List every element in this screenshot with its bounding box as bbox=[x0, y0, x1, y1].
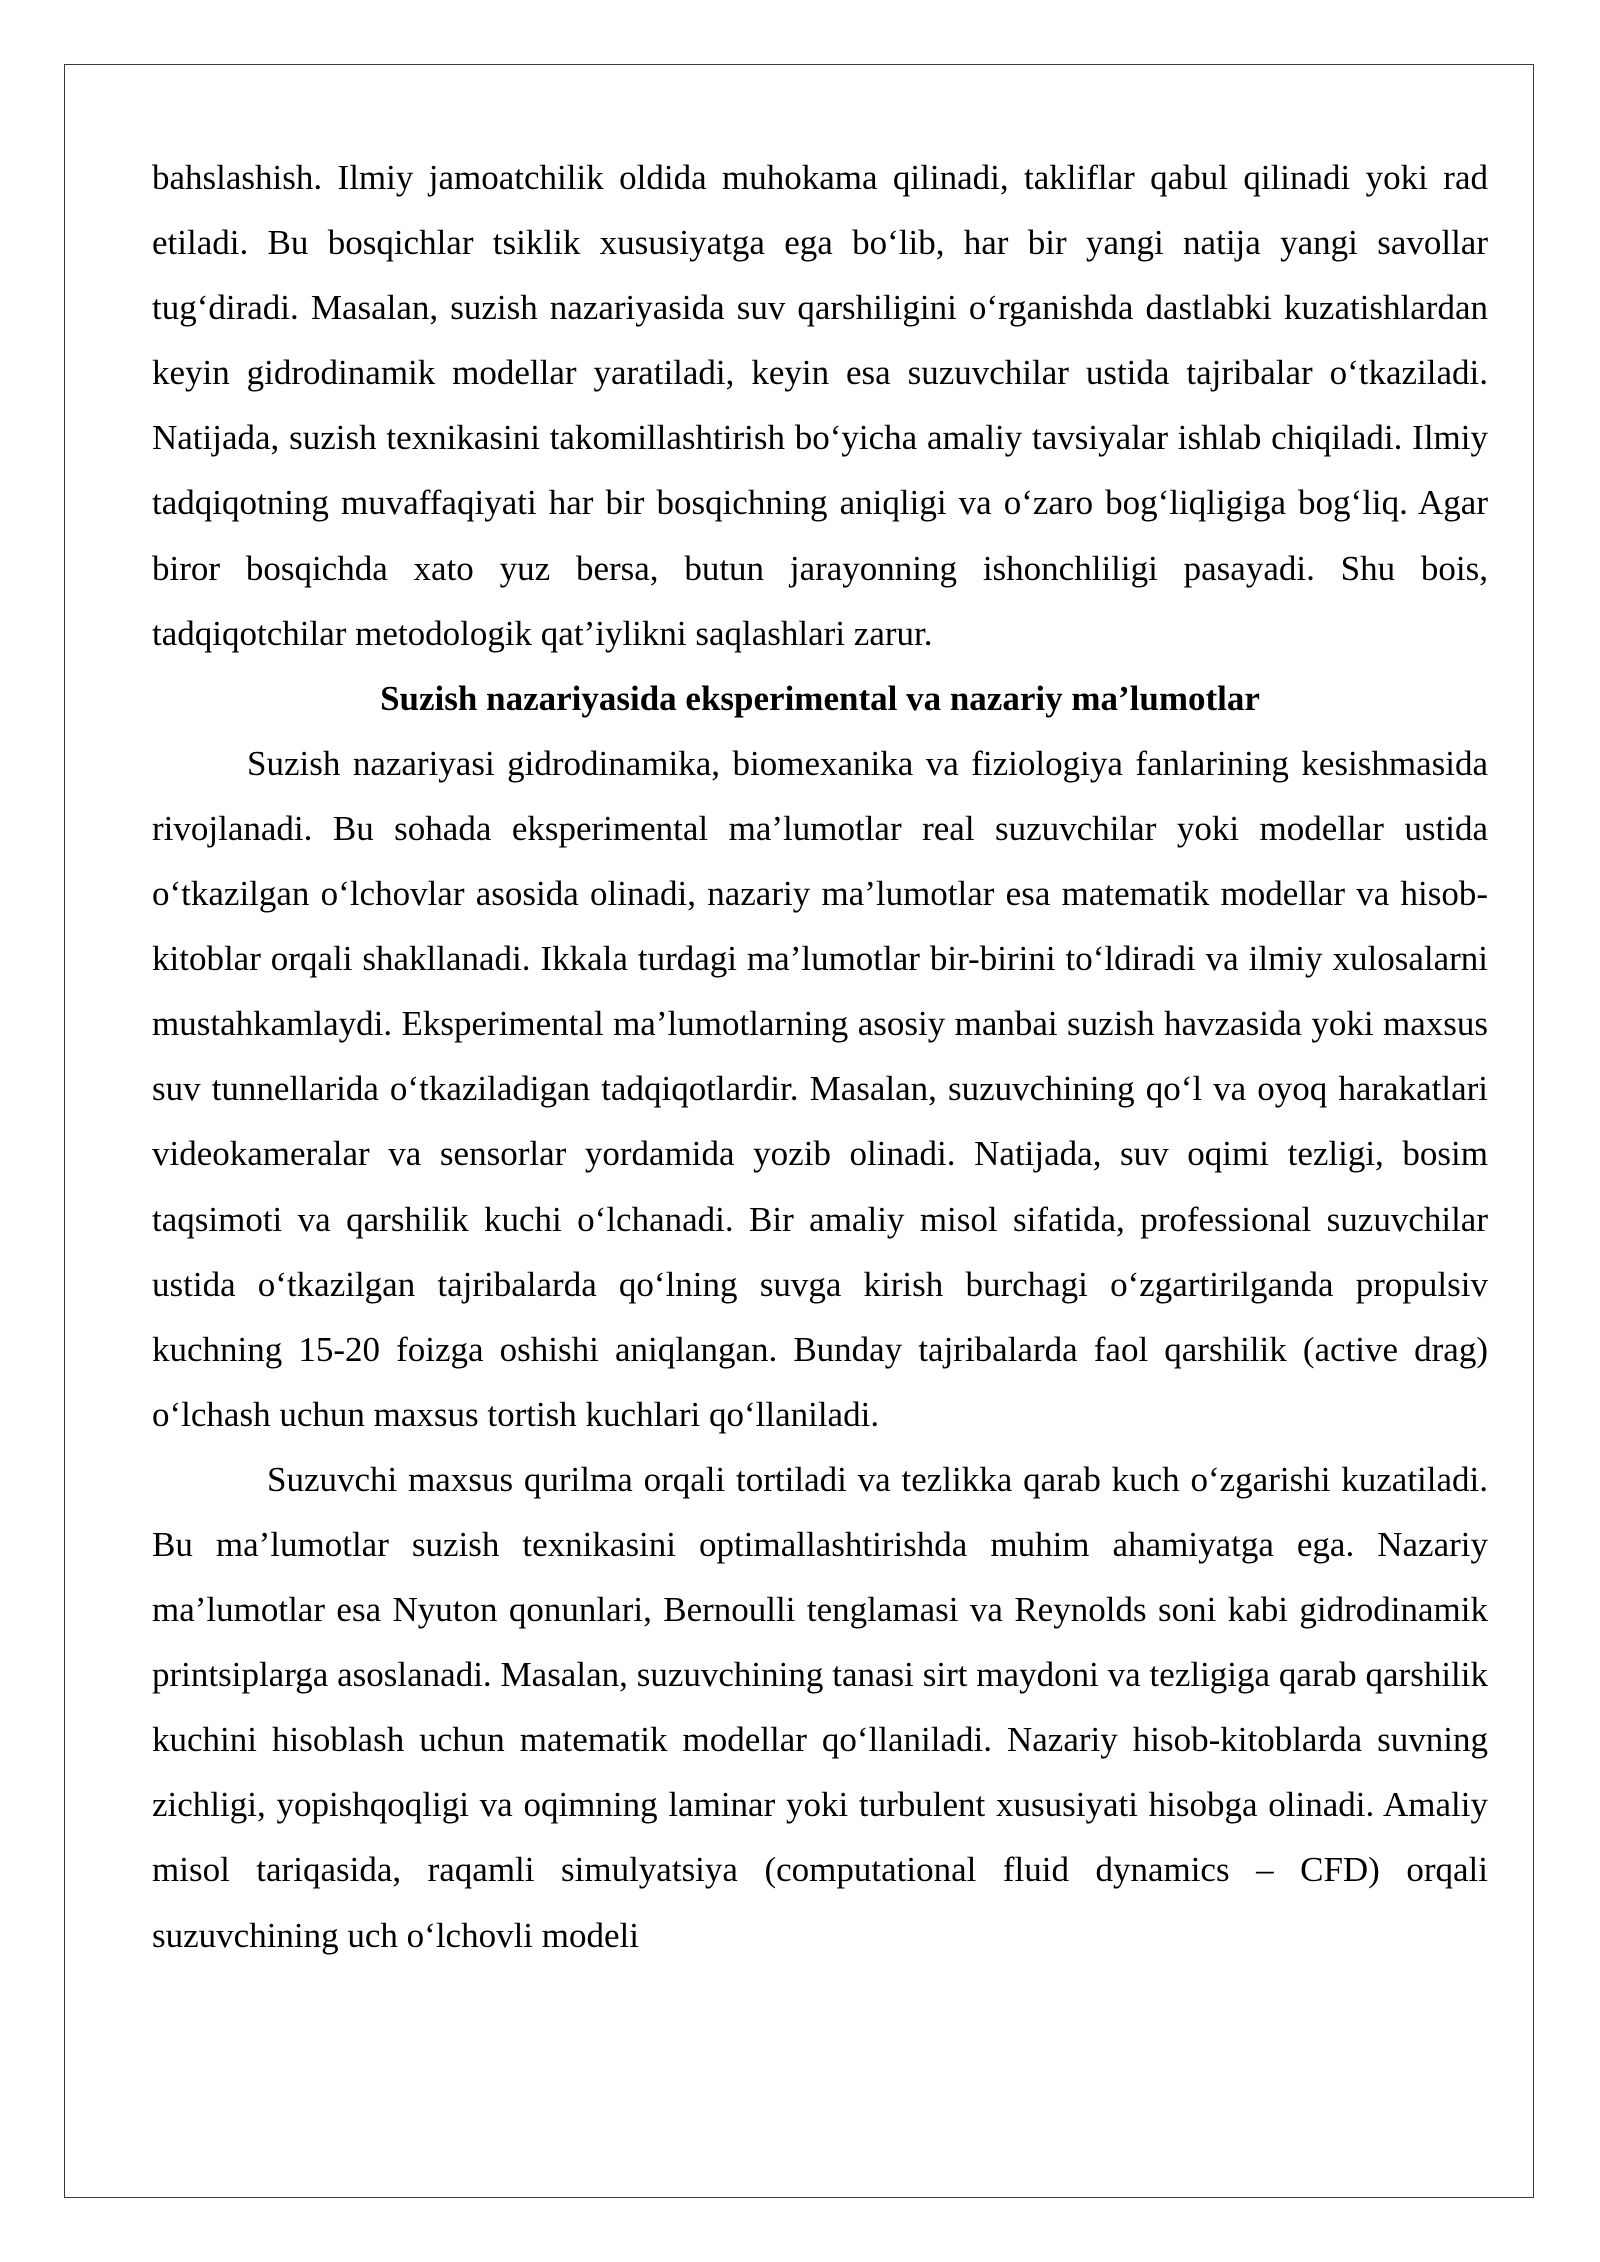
page-content bbox=[152, 145, 1488, 1968]
paragraph-continuation: bahslashish. Ilmiy jamoatchilik oldida muhokama qilinadi, takliflar qabul qilinadi yoki rad etiladi. Bu bosqichlar tsiklik xususiyatga ega bo‘lib, har bir yangi natija yangi savollar tug‘diradi. Masalan, suzish nazariyasida suv qarshiligini o‘rganishda dastlabki kuzatishlardan keyin gidrodinamik modellar yaratiladi, keyin esa suzuvchilar ustida tajribalar o‘tkaziladi. Natijada, suzish texnikasini takomillashtirish bo‘yicha amaliy tavsiyalar ishlab chiqiladi. Ilmiy tadqiqotning muvaffaqiyati har bir bosqichning aniqligi va o‘zaro bog‘liqligiga bog‘liq. Agar biror bosqichda xato yuz bersa, butun jarayonning ishonchliligi pasayadi. Shu bois, tadqiqotchilar metodologik qat’iylikni saqlashlari zarur. bbox=[152, 158, 1488, 653]
paragraph-intro: Suzish nazariyasi gidrodinamika, biomexanika va fiziologiya fanlarining kesishmasida rivojlanadi. Bu sohada eksperimental ma’lumotlar real suzuvchilar yoki modellar ustida o‘tkazilgan o‘lchovlar asosida olinadi, nazariy ma’lumotlar esa matematik modellar va hisob-kitoblar orqali shakllanadi. Ikkala turdagi ma’lumotlar bir-birini to‘ldiradi va ilmiy xulosalarni mustahkamlaydi. Eksperimental ma’lumotlarning asosiy manbai suzish havzasida yoki maxsus suv tunnellarida o‘tkaziladigan tadqiqotlardir. Masalan, suzuvchining qo‘l va oyoq harakatlari videokameralar va sensorlar yordamida yozib olinadi. Natijada, suv oqimi tezligi, bosim taqsimoti va qarshilik kuchi o‘lchanadi. Bir amaliy misol sifatida, professional suzuvchilar ustida o‘tkazilgan tajribalarda qo‘lning suvga kirish burchagi o‘zgartirilganda propulsiv kuchning 15-20 foizga oshishi aniqlangan. Bunday tajribalarda faol qarshilik (active drag) o‘lchash uchun maxsus tortish kuchlari qo‘llaniladi. bbox=[152, 743, 1488, 1434]
section-heading: Suzish nazariyasida eksperimental va nazariy ma’lumotlar bbox=[380, 678, 1260, 718]
paragraph-theory: Suzuvchi maxsus qurilma orqali tortiladi va tezlikka qarab kuch o‘zgarishi kuzatiladi. Bu ma’lumotlar suzish texnikasini optimallashtirishda muhim ahamiyatga ega. Nazariy ma’lumotlar esa Nyuton qonunlari, Bernoulli tenglamasi va Reynolds soni kabi gidrodinamik printsiplarga asoslanadi. Masalan, suzuvchining tanasi sirt maydoni va tezligiga qarab qarshilik kuchini hisoblash uchun matematik modellar qo‘llaniladi. Nazariy hisob-kitoblarda suvning zichligi, yopishqoqligi va oqimning laminar yoki turbulent xususiyati hisobga olinadi. Amaliy misol tariqasida, raqamli simulyatsiya (computational fluid dynamics – CFD) orqali suzuvchining uch o‘lchovli modeli bbox=[152, 1459, 1488, 1955]
